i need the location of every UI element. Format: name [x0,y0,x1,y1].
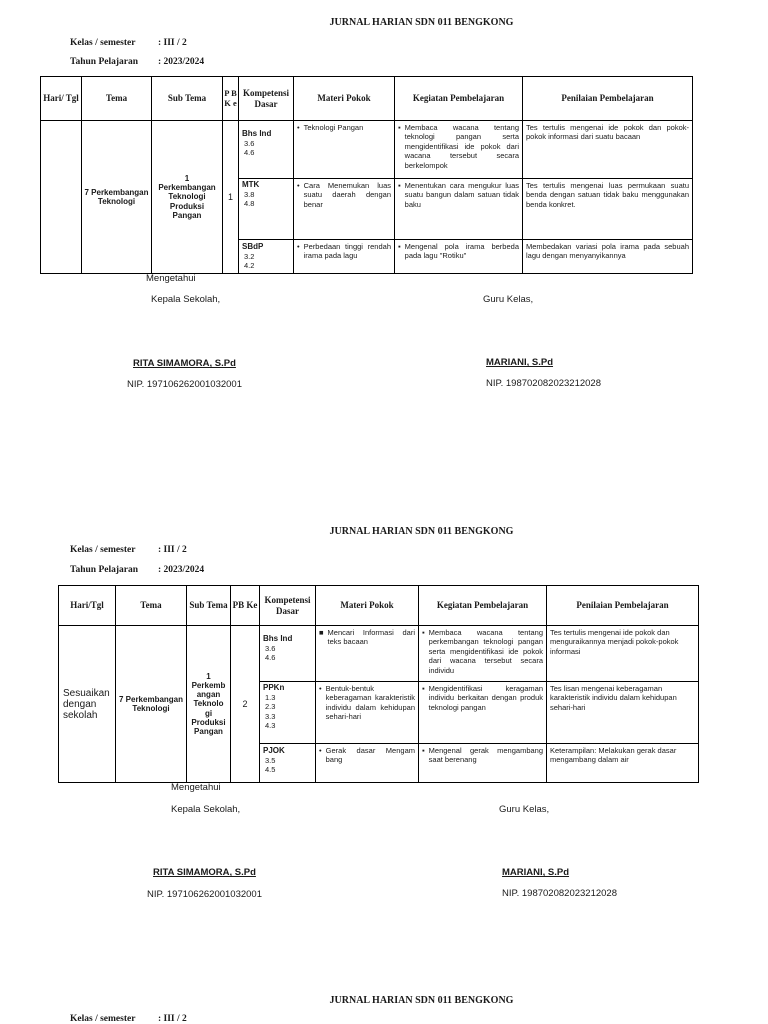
materi-text: Teknologi Pangan [303,123,364,132]
materi-column [316,626,419,783]
header-tema: Tema [82,77,152,121]
tema-cell: 7 Perkembangan Teknologi [116,626,187,783]
kepala-sekolah-name: RITA SIMAMORA, S.Pd [133,358,236,369]
kegiatan-row: ▪ Membaca wacana tentang perkembangan teknologi pangan serta mengidentifikasi ide pokok dari wacana tersebut secara individu [419,626,546,682]
kegiatan-row: ▪ Menentukan cara mengukur luas suatu bangun dalam satuan tidak baku [395,179,522,240]
kegiatan-text: Membaca wacana tentang teknologi pangan serta mengidentifikasi ide pokok dari wacana tersebut secara berkelompok [404,123,519,170]
header-kd: Kompetensi Dasar [239,77,294,121]
journal-2-kelas-label: Kelas / semester [70,545,136,555]
kepala-sekolah-label: Kepala Sekolah, [171,804,241,815]
header-kd: Kompetensi Dasar [260,586,316,626]
kd-subject: SBdP [242,242,264,251]
kegiatan-text: Mengenal gerak mengambang saat berenang [428,746,543,765]
kd-column [239,121,294,274]
header-pb: P B K e [223,77,239,121]
kd-code: 1.3 [265,693,276,702]
kd-code: 4.2 [244,261,255,271]
header-kegiatan: Kegiatan Pembelajaran [395,77,523,121]
header-penilaian: Penilaian Pembelajaran [523,77,693,121]
journal-3-title: JURNAL HARIAN SDN 011 BENGKONG [329,995,514,1006]
journal-1-kelas-label: Kelas / semester [70,38,136,48]
kegiatan-text: Mengenal pola irama berbeda pada lagu "Rotiku" [404,242,519,261]
guru-kelas-nip: NIP. 198702082023212028 [502,888,617,899]
kegiatan-row: ▪ Membaca wacana tentang teknologi pangan serta mengidentifikasi ide pokok dari wacana tersebut secara berkelompok [395,121,522,179]
penilaian-text: Tes tertulis mengenai luas permukaan suatu benda dengan satuan tidak baku menggunakan benda konkret. [523,179,692,240]
penilaian-column [547,626,699,783]
kegiatan-text: Menentukan cara mengukur luas suatu bangun dalam satuan tidak baku [404,181,519,209]
kd-column [260,626,316,783]
materi-row: • Bentuk-bentuk keberagaman karakteristik individu dalam kehidupan sehari-hari [316,682,418,744]
tema-cell: 7 Perkembangan Teknologi [82,121,152,274]
journal-1-tahun-label: Tahun Pelajaran [70,57,139,67]
kd-row [239,240,293,273]
journal-1-kelas-value: : III / 2 [158,38,187,48]
journal-2-tahun-value: : 2023/2024 [158,565,205,575]
guru-kelas-name: MARIANI, S.Pd [486,357,554,368]
materi-row: • Cara Menemukan luas suatu daerah dengan benar [294,179,394,240]
materi-row: • Teknologi Pangan [294,121,394,179]
penilaian-text: Tes lisan mengenai keberagaman karakteristik individu dalam kehidupan sehari-hari [547,682,698,744]
kegiatan-column [395,121,523,274]
kd-code: 3.2 [244,252,255,261]
kepala-sekolah-nip: NIP. 197106262001032001 [127,379,242,390]
kegiatan-row: ▪ Mengidentifikasi keragaman individu berkaitan dengan produk teknologi pangan [419,682,546,744]
kepala-sekolah-nip: NIP. 197106262001032001 [147,889,262,900]
materi-row: • Gerak dasar Mengam bang [319,746,415,765]
materi-text: Mencari Informasi dari teks bacaan [327,628,415,647]
guru-kelas-nip: NIP. 198702082023212028 [486,378,601,389]
mengetahui-label: Mengetahui [171,782,221,793]
header-tema: Tema [116,586,187,626]
kegiatan-text: Membaca wacana tentang perkembangan teknologi pangan serta mengidentifikasi ide pokok dari wacana tersebut secara individu [428,628,543,675]
header-materi: Materi Pokok [316,586,419,626]
kd-subject: PPKn [263,683,285,692]
guru-kelas-label: Guru Kelas, [499,804,550,815]
kd-code: 3.6 [244,139,255,148]
kd-row [260,682,315,744]
kd-code: 4.6 [265,653,276,663]
kegiatan-text: Mengidentifikasi keragaman individu berkaitan dengan produk teknologi pangan [428,684,543,712]
penilaian-text: Keterampilan: Melakukan gerak dasar mengambang dalam air [550,746,677,765]
penilaian-text: Tes tertulis mengenai ide pokok dan pokok-pokok informasi dari suatu bacaan [523,121,692,179]
kegiatan-column [419,626,547,783]
kd-code: 3.5 [265,756,276,765]
materi-text: Cara Menemukan luas suatu daerah dengan benar [303,181,391,209]
journal-3-kelas-value: : III / 2 [158,1014,187,1024]
header-kegiatan: Kegiatan Pembelajaran [419,586,547,626]
pb-cell: 1 [223,121,239,274]
header-hari: Hari/Tgl [59,586,116,626]
materi-row: ■ Mencari Informasi dari teks bacaan [316,626,418,682]
header-penilaian: Penilaian Pembelajaran [547,586,699,626]
journal-2-table [58,585,699,783]
materi-row: • Perbedaan tinggi rendah irama pada lagu [297,242,391,261]
kd-code: 3.8 [244,190,255,199]
kegiatan-row: ▪ Mengenal pola irama berbeda pada lagu "Rotiku" [398,242,519,261]
kd-subject: Bhs Ind [263,634,293,643]
guru-kelas-label: Guru Kelas, [483,294,534,305]
journal-1-table [40,76,693,274]
kd-subject: Bhs Ind [242,129,272,138]
kepala-sekolah-name: RITA SIMAMORA, S.Pd [153,867,256,878]
journal-1-title: JURNAL HARIAN SDN 011 BENGKONG [329,17,514,28]
header-pb: PB Ke [231,586,260,626]
penilaian-text: Tes tertulis mengenai ide pokok dan menguraikannya menjadi pokok-pokok informasi [547,626,698,682]
kegiatan-row: ▪ Mengenal gerak mengambang saat berenang [422,746,543,765]
materi-text: Gerak dasar Mengam bang [325,746,415,765]
kd-subject: PJOK [263,746,285,755]
hari-cell: Sesuaikan dengan sekolah [59,626,116,783]
header-subtema: Sub Tema [187,586,231,626]
kd-row [260,626,315,682]
pb-cell: 2 [231,626,260,783]
kd-subject: MTK [242,180,260,189]
kd-row [260,744,315,782]
journal-2-kelas-value: : III / 2 [158,545,187,555]
kd-code: 3.6 [265,644,276,653]
journal-2-tahun-label: Tahun Pelajaran [70,565,139,575]
guru-kelas-name: MARIANI, S.Pd [502,867,570,878]
kd-row [239,179,293,240]
penilaian-text: Membedakan variasi pola irama pada sebuah lagu dengan menyanyikannya [526,242,689,261]
header-materi: Materi Pokok [294,77,395,121]
subtema-cell: 1 Perkembangan Teknologi Produksi Pangan [152,121,223,274]
kd-code: 2.3 [265,702,276,712]
materi-text: Perbedaan tinggi rendah irama pada lagu [303,242,391,261]
header-hari: Hari/ Tgl [41,77,82,121]
materi-column [294,121,395,274]
kd-row [239,121,293,179]
kd-code: 4.5 [265,765,276,775]
kd-code: 4.6 [244,148,255,158]
kd-code: 3.3 [265,711,276,721]
journal-1-tahun-value: : 2023/2024 [158,57,205,67]
hari-cell [41,121,82,274]
mengetahui-label: Mengetahui [146,273,196,284]
penilaian-column [523,121,693,274]
kd-code: 4.3 [265,721,276,731]
journal-2-title: JURNAL HARIAN SDN 011 BENGKONG [329,526,514,537]
materi-text: Bentuk-bentuk keberagaman karakteristik individu dalam kehidupan sehari-hari [325,684,415,722]
journal-3-kelas-label: Kelas / semester [70,1014,136,1024]
kd-code: 4.8 [244,199,255,209]
kepala-sekolah-label: Kepala Sekolah, [151,294,221,305]
header-subtema: Sub Tema [152,77,223,121]
subtema-cell: 1 Perkemb angan Teknolo gi Produksi Pangan [187,626,231,783]
